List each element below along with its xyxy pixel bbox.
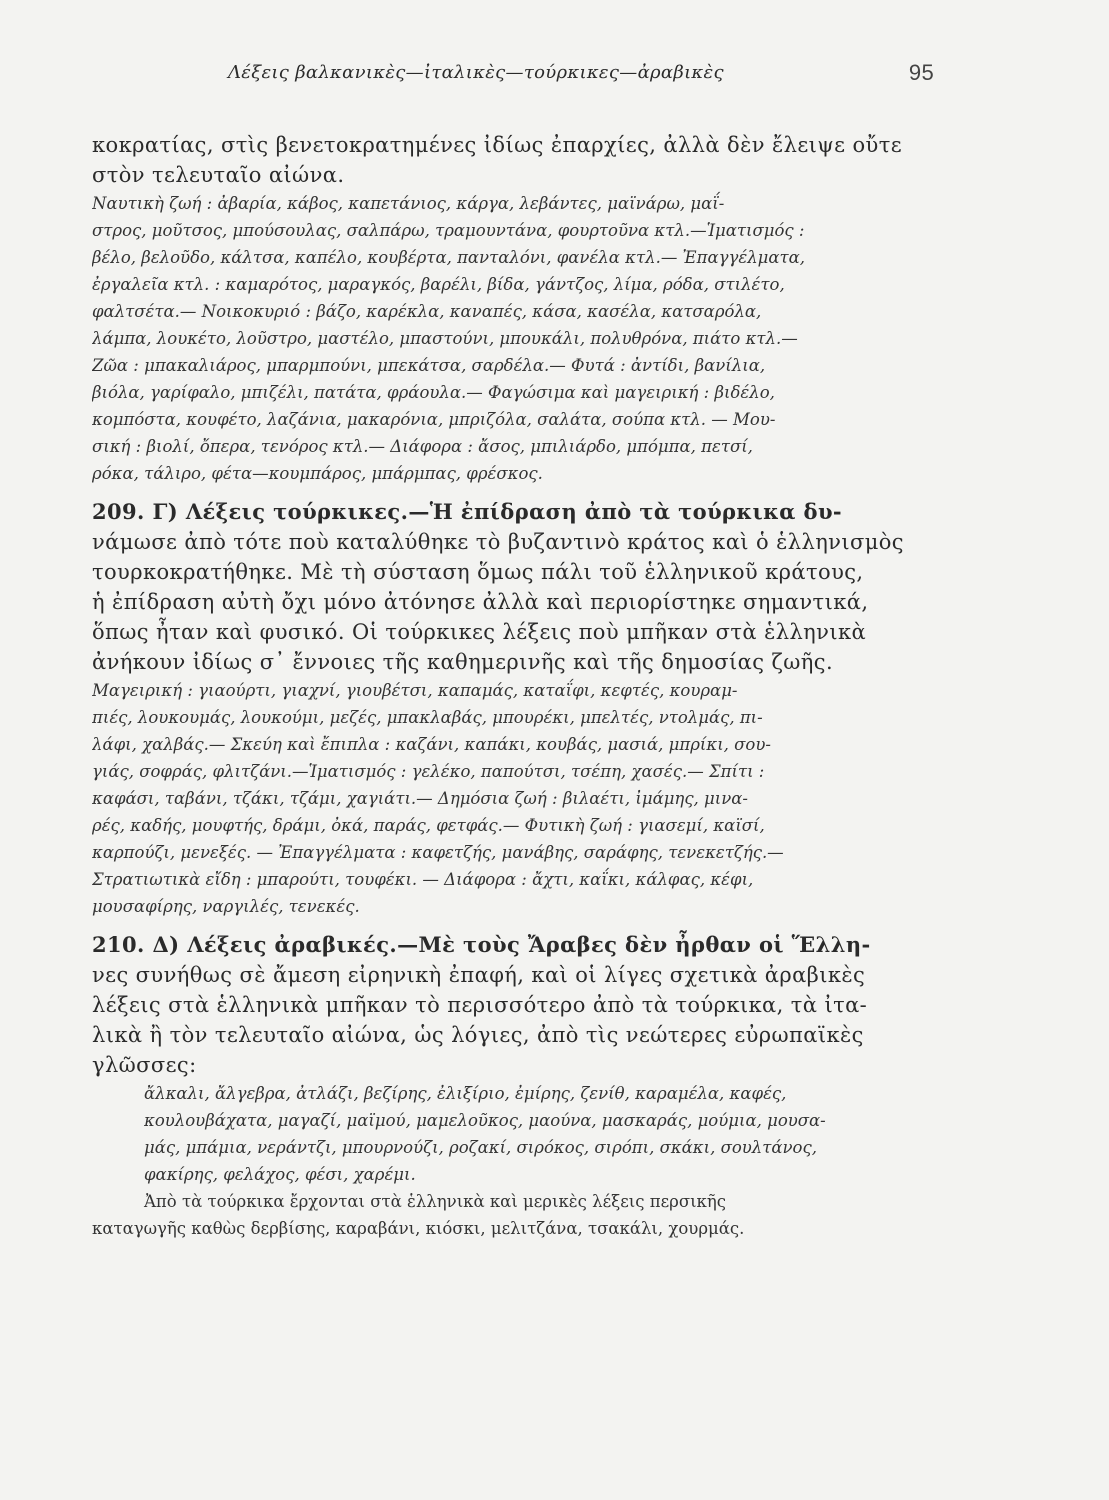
italian-words-paragraph [92,190,938,487]
text-line: Στρατιωτικὰ εἴδη : μπαρούτι, τουφέκι. — Διάφορα : ἄχτι, καΐκι, κάλφας, κέφι, [92,870,754,889]
text-line: Μαγειρική : γιαούρτι, γιαχνί, γιουβέτσι, καπαμάς, καταΐφι, κεφτές, κουραμ- [92,681,738,700]
text-line: καρπούζι, μενεξές. — Ἐπαγγέλματα : καφετζής, μανάβης, σαράφης, τενεκετζής.— [92,843,784,862]
text-line: ὅπως ἦταν καὶ φυσικό. Οἱ τούρκικες λέξεις ποὺ μπῆκαν στὰ ἑλληνικὰ [92,620,867,644]
text-line: νες συνήθως σὲ ἄμεση εἰρηνικὴ ἐπαφή, καὶ οἱ λίγες σχετικὰ ἀραβικὲς [92,963,866,987]
page-number: 95 [908,60,934,85]
text-line: ρές, καδής, μουφτής, δράμι, ὀκά, παράς, φετφάς.— Φυτικὴ ζωή : γιασεμί, καϊσί, [92,816,765,835]
text-line: βιόλα, γαρίφαλο, μπιζέλι, πατάτα, φράουλα.— Φαγώσιμα καὶ μαγειρική : βιδέλο, [92,383,775,402]
text-line: πιές, λουκουμάς, λουκούμι, μεζές, μπακλαβάς, μπουρέκι, μπελτές, ντολμάς, πι- [92,708,763,727]
text-line: στρος, μοῦτσος, μπούσουλας, σαλπάρω, τραμουντάνα, φουρτοῦνα κτλ.—Ἱματισμός : [92,221,805,240]
text-line: κομπόστα, κουφέτο, λαζάνια, μακαρόνια, μπριζόλα, σαλάτα, σούπα κτλ. — Μου- [92,410,776,429]
text-line: κοκρατίας, στὶς βενετοκρατημένες ἰδίως ἐπαρχίες, ἀλλὰ δὲν ἔλειψε οὔτε [92,133,903,157]
text-line: σική : βιολί, ὄπερα, τενόρος κτλ.— Διάφορα : ἄσος, μπιλιάρδο, μπόμπα, πετσί, [92,437,753,456]
text-line: μάς, μπάμια, νεράντζι, μπουρνούζι, ροζακί, σιρόκος, σιρόπι, σκάκι, σουλτάνος, [144,1138,817,1157]
text-line: λέξεις στὰ ἑλληνικὰ μπῆκαν τὸ περισσότερο ἀπὸ τὰ τούρκικα, τὰ ἰτα- [92,993,868,1017]
text-line: Ναυτικὴ ζωή : ἀβαρία, κάβος, καπετάνιος, κάργα, λεβάντες, μαϊνάρω, μαΐ- [92,194,725,213]
text-line: φαλτσέτα.— Νοικοκυριό : βάζο, καρέκλα, καναπές, κάσα, κασέλα, κατσαρόλα, [92,302,762,321]
running-title: Λέξεις βαλκανικὲς—ἰταλικὲς—τούρκικες—ἀραβικὲς [228,62,724,83]
text-line: λάφι, χαλβάς.— Σκεύη καὶ ἔπιπλα : καζάνι, καπάκι, κουβάς, μασιά, μπρίκι, σου- [92,735,771,754]
text-line: βέλο, βελοῦδο, κάλτσα, καπέλο, κουβέρτα, πανταλόνι, φανέλα κτλ.— Ἐπαγγέλματα, [92,248,806,267]
text-line: γλῶσσες: [92,1053,197,1077]
text-line: λικὰ ἢ τὸν τελευταῖο αἰώνα, ὡς λόγιες, ἀπὸ τὶς νεώτερες εὐρωπαϊκὲς [92,1023,864,1047]
text-line: ἄλκαλι, ἄλγεβρα, ἀτλάζι, βεζίρης, ἐλιξίριο, ἐμίρης, ζενίθ, καραμέλα, καφές, [144,1084,787,1103]
text-line: ἡ ἐπίδραση αὐτὴ ὄχι μόνο ἀτόνησε ἀλλὰ καὶ περιορίστηκε σημαντικά, [92,590,869,614]
text-line: τουρκοκρατήθηκε. Μὲ τὴ σύσταση ὅμως πάλι τοῦ ἑλληνικοῦ κράτους, [92,560,864,584]
text-line: Ζῶα : μπακαλιάρος, μπαρμπούνι, μπεκάτσα, σαρδέλα.— Φυτά : ἀντίδι, βανίλια, [92,356,766,375]
text-line: μουσαφίρης, ναργιλές, τενεκές. [92,897,360,916]
section-heading-line: 209. Γ) Λέξεις τούρκικες.—Ἡ ἐπίδραση ἀπὸ τὰ τούρκικα δυ- [92,499,843,524]
text-line: ἀνήκουν ἰδίως σ᾽ ἔννοιες τῆς καθημερινῆς καὶ τῆς δημοσίας ζωῆς. [92,650,834,674]
turkish-words-paragraph [92,677,938,920]
text-line: ἐργαλεῖα κτλ. : καμαρότος, μαραγκός, βαρέλι, βίδα, γάντζος, λίμα, ρόδα, στιλέτο, [92,275,785,294]
text-line: στὸν τελευταῖο αἰώνα. [92,163,345,187]
intro-paragraph [92,130,938,190]
text-line: φακίρης, φελάχος, φέσι, χαρέμι. [144,1165,416,1184]
text-line: νάμωσε ἀπὸ τότε ποὺ καταλύθηκε τὸ βυζαντινὸ κράτος καὶ ὁ ἑλληνισμὸς [92,530,904,554]
section-210 [92,930,938,1080]
page-body [92,130,938,1242]
text-line: γιάς, σοφράς, φλιτζάνι.—Ἱματισμός : γελέκο, παπούτσι, τσέπη, χασές.— Σπίτι : [92,762,765,781]
arabic-words-paragraph [92,1080,938,1188]
section-heading-line: 210. Δ) Λέξεις ἀραβικές.—Μὲ τοὺς Ἄραβες δὲν ἦρθαν οἱ Ἕλλη- [92,932,871,957]
text-line: κουλουβάχατα, μαγαζί, μαϊμού, μαμελοῦκος, μαούνα, μασκαράς, μούμια, μουσα- [144,1111,826,1130]
section-209 [92,497,938,677]
text-line: ρόκα, τάλιρο, φέτα—κουμπάρος, μπάρμπας, φρέσκος. [92,464,543,483]
text-line: καταγωγῆς καθὼς δερβίσης, καραβάνι, κιόσκι, μελιτζάνα, τσακάλι, χουρμάς. [92,1219,745,1238]
text-line: Ἀπὸ τὰ τούρκικα ἔρχονται στὰ ἑλληνικὰ καὶ μερικὲς λέξεις περσικῆς [144,1192,726,1211]
text-line: καφάσι, ταβάνι, τζάκι, τζάμι, χαγιάτι.— Δημόσια ζωή : βιλαέτι, ἰμάμης, μινα- [92,789,748,808]
text-line: λάμπα, λουκέτο, λοῦστρο, μαστέλο, μπαστούνι, μπουκάλι, πολυθρόνα, πιάτο κτλ.— [92,329,798,348]
persian-words-paragraph [92,1188,938,1242]
page-header [228,62,934,92]
